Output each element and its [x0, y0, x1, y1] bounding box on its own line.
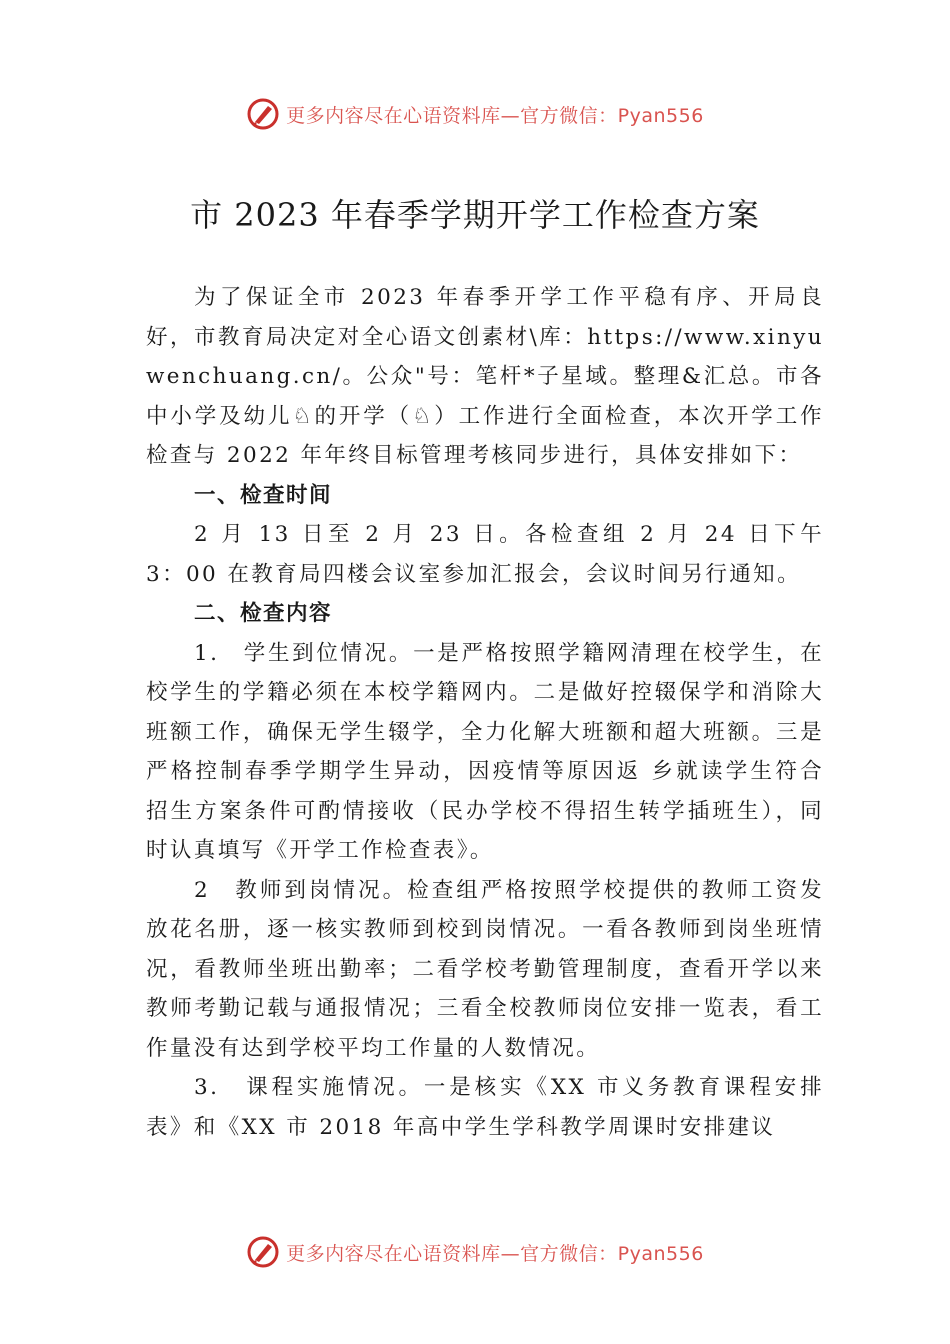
quill-pen-seal-icon — [246, 97, 280, 131]
content-item-teachers: 2 教师到岗情况。检查组严格按照学校提供的教师工资发放花名册，逐一核实教师到校到岗情况。一看各教师到岗坐班情况，看教师坐班出勤率；二看学校考勤管理制度，查看开学以来教师考勤记载与通报情况；三看全校教师岗位安排一览表，看工作量没有达到学校平均工作量的人数情况。 — [146, 877, 824, 1061]
page-title: 市 2023 年春季学期开学工作检查方案 — [190, 196, 760, 234]
content-item-students: 1. 学生到位情况。一是严格按照学籍网清理在校学生，在校学生的学籍必须在本校学籍网内。二是做好控辍保学和消除大班额工作，确保无学生辍学，全力化解大班额和超大班额。三是严格控制春季学期学生异动，因疫情等原因返 乡就读学生符合招生方案条件可酌情接收（民办学校不得招生转学插班生），同时认真填写《开学工作检查表》。 — [146, 640, 824, 863]
content-item-curriculum: 3. 课程实施情况。一是核实《XX 市义务教育课程安排表》和《XX 市 2018 年高中学生学科教学周课时安排建议 — [146, 1075, 824, 1140]
section-time-paragraph: 2 月 13 日至 2 月 23 日。各检查组 2 月 24 日下午 3：00 在教育局四楼会议室参加汇报会，会议时间另行通知。 — [146, 522, 824, 587]
document-body — [146, 278, 824, 1147]
footer-banner — [0, 1232, 950, 1272]
banner-text: 更多内容尽在心语资料库—官方微信：Pyan556 — [286, 104, 704, 127]
header-banner — [0, 94, 950, 134]
quill-pen-seal-icon — [246, 1235, 280, 1269]
intro-paragraph: 为了保证全市 2023 年春季开学工作平稳有序、开局良好，市教育局决定对全心语文创素材\库：https://www.xinyuwenchuang.cn/。公众"号：笔杆*子星域。整理&汇总。市各中小学及幼儿♘的开学（♘）工作进行全面检查，本次开学工作检查与 2022 年年终目标管理考核同步进行，具体安排如下： — [146, 285, 824, 468]
section-heading-time: 一、检查时间 — [194, 482, 333, 508]
section-heading-content: 二、检查内容 — [194, 601, 333, 626]
banner-text: 更多内容尽在心语资料库—官方微信：Pyan556 — [286, 1242, 704, 1265]
